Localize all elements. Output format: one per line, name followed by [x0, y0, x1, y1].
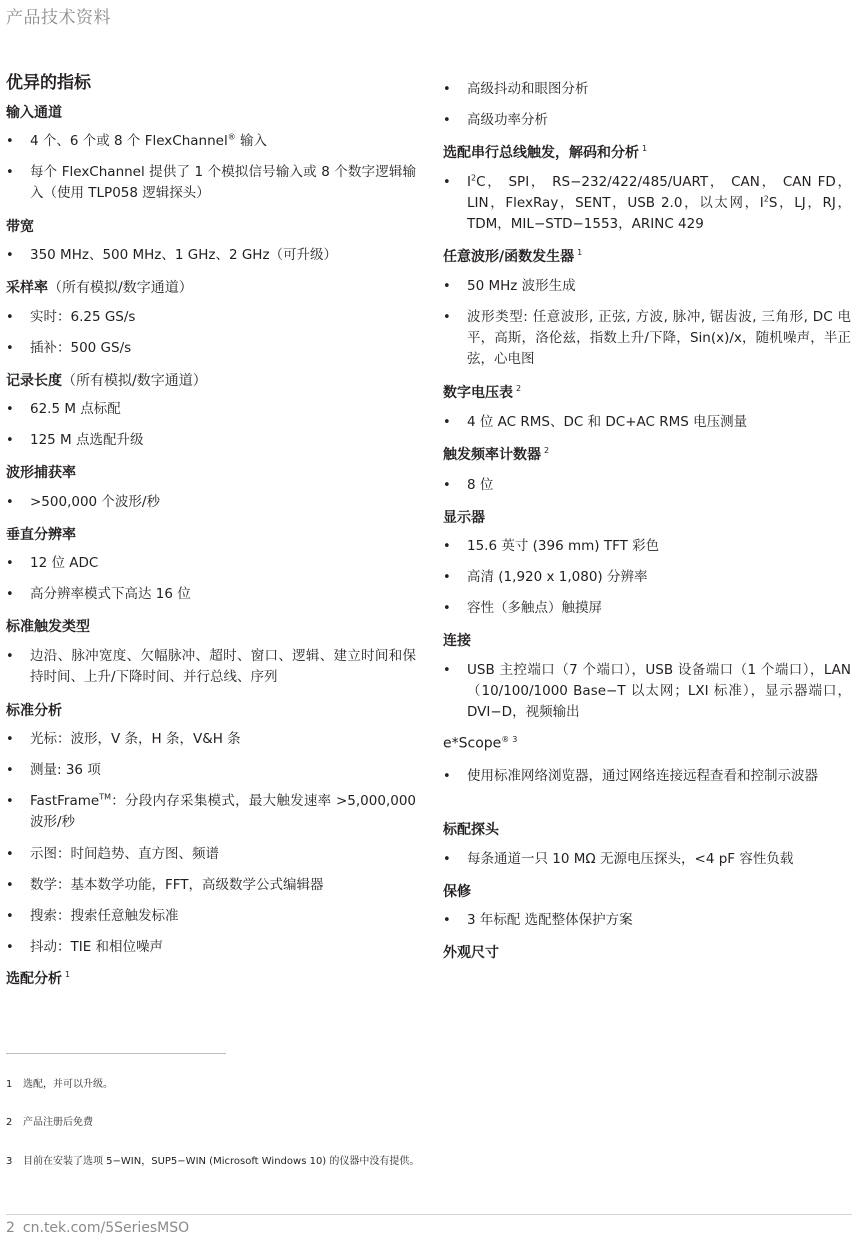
- footnote-ref: 2: [544, 446, 550, 456]
- bullet-icon: •: [443, 852, 451, 867]
- list-item: • >500,000 个波形/秒: [6, 492, 416, 513]
- warranty-heading: 保修: [443, 884, 471, 900]
- page-number: 2: [6, 1220, 15, 1236]
- sample-rate-heading: 采样率（所有模拟/数字通道）: [6, 280, 193, 296]
- list-item: • 波形类型: 任意波形, 正弦, 方波, 脉冲, 锯齿波, 三角形, DC 电平，高斯，洛伦兹，指数上升/下降，Sin(x)/x，随机噪声，半正弦，心电图: [443, 309, 851, 367]
- connectivity-heading: 连接: [443, 633, 471, 649]
- list-item: • $I^2C$， SPI， RS−232/422/485/UART， CAN， CAN FD， LIN，FlexRay，SENT，USB 2.0，以太网，$I^2S$，LJ，RJ，TDM，MIL−STD−1553，ARINC 429: [443, 173, 852, 232]
- probes-heading: 标配探头: [443, 822, 499, 838]
- footnote-ref: 1: [577, 248, 583, 258]
- bullet-icon: •: [6, 909, 14, 924]
- vertical-resolution-heading: 垂直分辨率: [6, 527, 76, 543]
- bullet-icon: •: [443, 279, 451, 294]
- bullet-icon: •: [443, 663, 451, 678]
- list-item: • 每条通道一只 10 MΩ 无源电压探头，<4 pF 容性负载: [443, 849, 851, 870]
- list-item: • 插补：500 GS/s: [6, 338, 416, 359]
- bullet-icon: •: [6, 248, 14, 263]
- bullet-icon: •: [6, 940, 14, 955]
- bullet-icon: •: [6, 341, 14, 356]
- list-item: • 每个 FlexChannel 提供了 1 个模拟信号输入或 8 个数字逻辑输入（使用 TLP058 逻辑探头）: [6, 164, 416, 201]
- footnote: 2 产品注册后免费: [6, 1117, 93, 1128]
- capture-rate-heading: 波形捕获率: [6, 465, 76, 481]
- bullet-icon: •: [6, 556, 14, 571]
- bandwidth-heading: 带宽: [6, 219, 34, 235]
- list-item: • 350 MHz、500 MHz、1 GHz、2 GHz（可升级）: [6, 245, 416, 266]
- bullet-icon: •: [6, 587, 14, 602]
- list-item: • 容性（多触点）触摸屏: [443, 598, 851, 619]
- list-item: • 测量: 36 项: [6, 760, 416, 781]
- list-item: • 搜索：搜索任意触发标准: [6, 906, 416, 927]
- dvm-heading: 数字电压表 $^2$: [443, 384, 522, 401]
- page-header-title: 产品技术资料: [6, 8, 111, 28]
- record-length-heading: 记录长度（所有模拟/数字通道）: [6, 373, 207, 389]
- bullet-icon: •: [6, 433, 14, 448]
- list-item: • FastFrame™：分段内存采集模式，最大触发速率 >5,000,000 波形/秒: [6, 792, 416, 830]
- footnote-ref: 1: [642, 144, 648, 154]
- footnote: 1 选配，并可以升级。: [6, 1079, 113, 1090]
- awg-heading: 任意波形/函数发生器 $^1$: [443, 248, 583, 265]
- bullet-icon: •: [6, 763, 14, 778]
- bullet-icon: •: [443, 82, 451, 97]
- list-item: • 62.5 M 点标配: [6, 399, 416, 420]
- list-item: • 抖动：TIE 和相位噪声: [6, 937, 416, 958]
- bullet-icon: •: [6, 732, 14, 747]
- bullet-icon: •: [443, 415, 451, 430]
- trigger-types-heading: 标准触发类型: [6, 619, 90, 635]
- footer-url[interactable]: cn.tek.com/5SeriesMSO: [22, 1220, 190, 1236]
- footer-divider: [6, 1214, 852, 1215]
- list-item: • 4 个、6 个或 8 个 FlexChannel® 输入: [6, 131, 416, 152]
- list-item: • 125 M 点选配升级: [6, 430, 416, 451]
- footnote-divider: [6, 1053, 226, 1054]
- bullet-icon: •: [6, 165, 14, 180]
- list-item: • 高清 (1,920 x 1,080) 分辨率: [443, 567, 851, 588]
- bullet-icon: •: [443, 310, 451, 325]
- section-title: 优异的指标: [6, 73, 91, 93]
- list-item: • 数学：基本数学功能，FFT，高级数学公式编辑器: [6, 875, 416, 896]
- standard-analysis-heading: 标准分析: [6, 703, 62, 719]
- page-footer: [6, 1220, 189, 1236]
- bullet-icon: •: [443, 601, 451, 616]
- bullet-icon: •: [6, 847, 14, 862]
- counter-heading: 触发频率计数器 $^2$: [443, 446, 550, 463]
- bullet-icon: •: [443, 769, 451, 784]
- bullet-icon: •: [6, 402, 14, 417]
- optional-analysis-heading: 选配分析 $^1$: [6, 970, 71, 987]
- bullet-icon: •: [6, 878, 14, 893]
- bullet-icon: •: [6, 134, 14, 149]
- list-item: • 高分辨率模式下高达 16 位: [6, 584, 416, 605]
- list-item: • 15.6 英寸 (396 mm) TFT 彩色: [443, 536, 851, 557]
- footnote: 3 目前在安装了选项 5−WIN，SUP5−WIN (Microsoft Windows 10) 的仪器中没有提供。: [6, 1156, 420, 1167]
- dimensions-heading: 外观尺寸: [443, 945, 499, 961]
- bullet-icon: •: [443, 570, 451, 585]
- list-item: • 3 年标配 选配整体保护方案: [443, 910, 851, 931]
- footnote-ref: 3: [512, 735, 518, 744]
- bullet-icon: •: [443, 539, 451, 554]
- list-item: • 示图：时间趋势、直方图、频谱: [6, 844, 416, 865]
- list-item: • USB 主控端口（7 个端口），USB 设备端口（1 个端口），LAN（10/100/1000 Base−T 以太网；LXI 标准），显示器端口，DVI−D，视频输出: [443, 662, 851, 720]
- list-item: • 50 MHz 波形生成: [443, 276, 851, 297]
- bullet-icon: •: [6, 649, 14, 664]
- footnote-ref: 1: [65, 970, 71, 980]
- list-item: • 8 位: [443, 475, 851, 496]
- list-item: • 高级抖动和眼图分析: [443, 79, 851, 100]
- bullet-icon: •: [6, 495, 14, 510]
- bullet-icon: •: [6, 794, 14, 809]
- bullet-icon: •: [443, 175, 451, 190]
- list-item: • 4 位 AC RMS、DC 和 DC+AC RMS 电压测量: [443, 412, 851, 433]
- bullet-icon: •: [6, 310, 14, 325]
- input-channels-heading: 输入通道: [6, 105, 62, 121]
- bullet-icon: •: [443, 113, 451, 128]
- list-item: • 边沿、脉冲宽度、欠幅脉冲、超时、窗口、逻辑、建立时间和保持时间、上升/下降时间、并行总线、序列: [6, 648, 416, 685]
- bullet-icon: •: [443, 913, 451, 928]
- list-item: • 使用标准网络浏览器，通过网络连接远程查看和控制示波器: [443, 766, 851, 787]
- list-item: • 光标：波形，V 条，H 条，V&H 条: [6, 729, 416, 750]
- list-item: • 12 位 ADC: [6, 553, 416, 574]
- display-heading: 显示器: [443, 510, 485, 526]
- footnote-ref: 2: [516, 384, 522, 394]
- list-item: • 实时：6.25 GS/s: [6, 307, 416, 328]
- list-item: • 高级功率分析: [443, 110, 851, 131]
- bullet-icon: •: [443, 478, 451, 493]
- serial-bus-heading: 选配串行总线触发，解码和分析 $^1$: [443, 144, 648, 161]
- escope-heading: e*Scope® $^3$: [443, 735, 518, 752]
